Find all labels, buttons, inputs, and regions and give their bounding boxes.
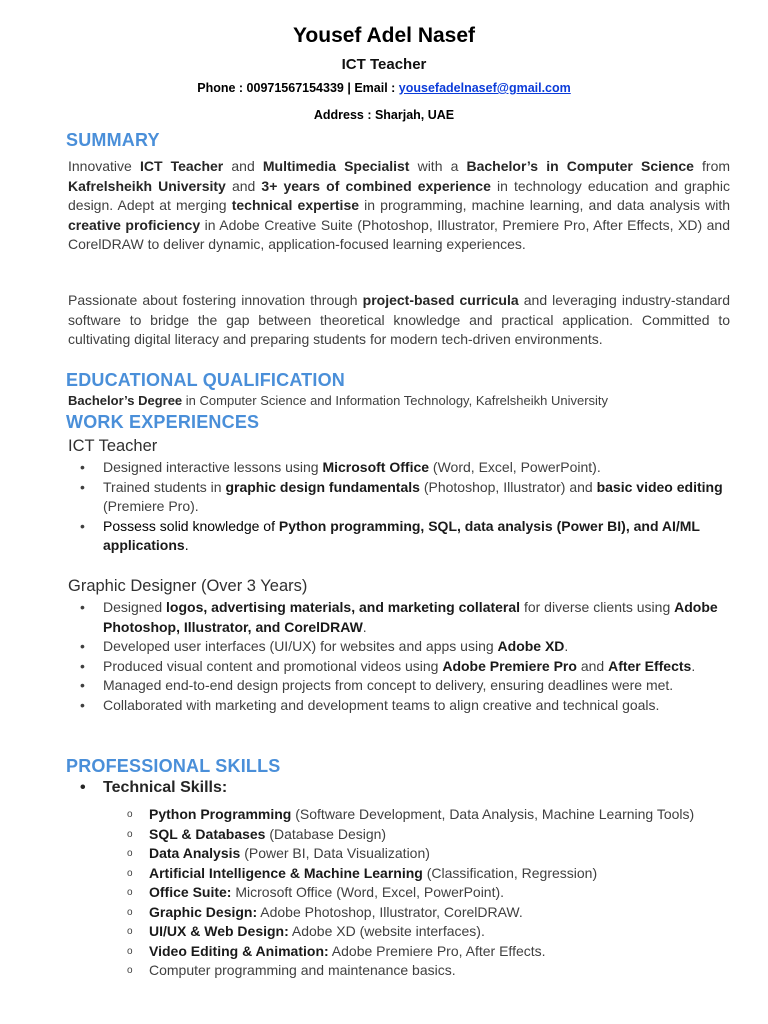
- text-run: (Software Development, Data Analysis, Machine Learning Tools): [291, 806, 695, 822]
- text-run: (Word, Excel, PowerPoint).: [429, 459, 601, 475]
- work-heading: WORK EXPERIENCES: [66, 412, 260, 432]
- text-run: Passionate about fostering innovation through: [68, 292, 363, 308]
- list-item: [0, 864, 740, 884]
- list-item: [0, 637, 740, 657]
- job-bullet-list: [0, 598, 740, 715]
- phone-text: Phone : 00971567154339: [197, 81, 344, 95]
- text-run: Adobe XD (website interfaces).: [288, 923, 485, 939]
- list-item: [0, 844, 740, 864]
- text-run: (Power BI, Data Visualization): [240, 845, 430, 861]
- emphasis-text: creative proficiency: [68, 216, 201, 233]
- emphasis-text: SQL & Databases: [149, 825, 266, 842]
- text-run: .: [362, 618, 367, 635]
- bullet-icon: •: [80, 779, 86, 796]
- list-item: [0, 825, 740, 845]
- emphasis-text: technical expertise: [231, 197, 360, 213]
- emphasis-text: Microsoft Office: [322, 459, 430, 475]
- emphasis-text: Adobe Photoshop, Illustrator, and CorelDRAW: [103, 599, 718, 635]
- text-run: and: [576, 657, 609, 674]
- emphasis-text: Office Suite:: [149, 884, 232, 900]
- list-item: [0, 805, 740, 825]
- text-run: Possess solid knowledge of: [103, 517, 279, 534]
- list-item: [0, 478, 740, 517]
- email-label: Email :: [354, 81, 399, 95]
- text-run: Collaborated with marketing and development teams to align creative and technical goals.: [103, 696, 660, 713]
- candidate-name: Yousef Adel Nasef: [292, 24, 476, 47]
- technical-skills-list: [0, 805, 740, 981]
- emphasis-text: Data Analysis: [149, 845, 241, 861]
- emphasis-text: 3+ years of combined experience: [261, 177, 491, 194]
- summary-heading: SUMMARY: [66, 130, 160, 150]
- education-line: [68, 393, 608, 408]
- emphasis-text: Python Programming: [149, 806, 292, 822]
- text-run: Designed interactive lessons using: [103, 459, 323, 475]
- job-title: Graphic Designer (Over 3 Years): [68, 577, 308, 595]
- education-separator: ,: [468, 393, 476, 408]
- list-item: [0, 696, 740, 716]
- skills-heading: PROFESSIONAL SKILLS: [66, 756, 281, 776]
- text-run: (Premiere Pro).: [103, 498, 199, 514]
- text-run: (Photoshop, Illustrator) and: [419, 478, 597, 495]
- address-text: Address : Sharjah, UAE: [313, 108, 455, 122]
- text-run: (Classification, Regression): [422, 864, 598, 881]
- text-run: and: [223, 158, 263, 174]
- emphasis-text: Multimedia Specialist: [262, 158, 410, 174]
- text-run: from: [693, 158, 731, 174]
- text-run: and leveraging industry-standard software to bridge the gap between theoretical knowledge and practical application. Committed to cultivating digital literacy and preparing students for modern tech-driven environments.: [68, 292, 731, 347]
- text-run: Adobe Photoshop, Illustrator, CorelDRAW.: [257, 903, 523, 920]
- email-link[interactable]: yousefadelnasef@gmail.com: [398, 81, 571, 95]
- text-run: Adobe Premiere Pro, After Effects.: [328, 942, 546, 959]
- emphasis-text: Python programming, SQL, data analysis (Power BI), and AI/ML applications: [103, 517, 700, 553]
- list-item: [0, 657, 740, 677]
- list-item: [0, 961, 740, 981]
- emphasis-text: Adobe Premiere Pro: [442, 657, 577, 674]
- emphasis-text: Kafrelsheikh University: [68, 177, 226, 194]
- text-run: Computer programming and maintenance basics.: [149, 962, 456, 978]
- text-run: .: [184, 537, 189, 553]
- text-run: .: [691, 657, 696, 674]
- text-run: (Database Design): [265, 825, 387, 842]
- text-run: in technology education and graphic design. Adept at merging: [68, 177, 731, 213]
- technical-skills-label: Technical Skills:: [103, 779, 228, 796]
- text-run: Designed: [103, 599, 167, 615]
- text-run: Trained students in: [103, 478, 226, 495]
- summary-paragraph-2: [68, 291, 730, 350]
- contact-line: [0, 81, 768, 95]
- text-run: for diverse clients using: [520, 599, 675, 615]
- emphasis-text: UI/UX & Web Design:: [149, 923, 289, 939]
- list-item: [0, 517, 740, 556]
- university-text: Kafrelsheikh University: [475, 393, 609, 408]
- text-run: .: [564, 638, 569, 654]
- emphasis-text: After Effects: [608, 657, 692, 674]
- degree-text: Bachelor’s Degree: [68, 393, 183, 408]
- education-heading: EDUCATIONAL QUALIFICATION: [66, 370, 345, 390]
- text-run: Innovative: [68, 158, 140, 174]
- emphasis-text: project-based curricula: [362, 292, 519, 308]
- emphasis-text: Bachelor’s in Computer Science: [466, 158, 694, 174]
- text-run: with a: [409, 158, 467, 174]
- text-run: Produced visual content and promotional videos using: [103, 657, 443, 674]
- emphasis-text: Graphic Design:: [149, 903, 258, 920]
- list-item: [0, 883, 740, 903]
- text-run: in Adobe Creative Suite (Photoshop, Illustrator, Premiere Pro, After Effects, XD) and CorelDRAW to deliver dynamic, application-focused learning experiences.: [68, 216, 731, 252]
- text-run: and: [225, 177, 262, 194]
- list-item: [0, 942, 740, 962]
- list-item: [0, 458, 740, 478]
- text-run: Managed end-to-end design projects from concept to delivery, ensuring deadlines were met.: [103, 677, 674, 693]
- emphasis-text: Video Editing & Animation:: [149, 942, 329, 959]
- list-item: [0, 598, 740, 637]
- list-item: [0, 676, 740, 696]
- contact-separator: |: [343, 81, 355, 95]
- summary-paragraph-1: [68, 157, 730, 255]
- emphasis-text: ICT Teacher: [139, 158, 224, 174]
- emphasis-text: graphic design fundamentals: [225, 478, 420, 495]
- job-bullet-list: [0, 458, 740, 556]
- text-run: Microsoft Office (Word, Excel, PowerPoint).: [231, 884, 505, 900]
- job-title: ICT Teacher: [68, 437, 158, 455]
- emphasis-text: Artificial Intelligence & Machine Learning: [149, 864, 423, 881]
- candidate-role: ICT Teacher: [341, 56, 427, 73]
- emphasis-text: logos, advertising materials, and marketing collateral: [166, 599, 521, 615]
- degree-field: in Computer Science and Information Technology: [182, 393, 469, 408]
- emphasis-text: Adobe XD: [497, 638, 565, 654]
- emphasis-text: basic video editing: [596, 478, 723, 495]
- list-item: [0, 922, 740, 942]
- text-run: Developed user interfaces (UI/UX) for websites and apps using: [103, 638, 498, 654]
- technical-skills-title: [80, 779, 227, 797]
- list-item: [0, 903, 740, 923]
- text-run: in programming, machine learning, and data analysis with: [359, 197, 730, 213]
